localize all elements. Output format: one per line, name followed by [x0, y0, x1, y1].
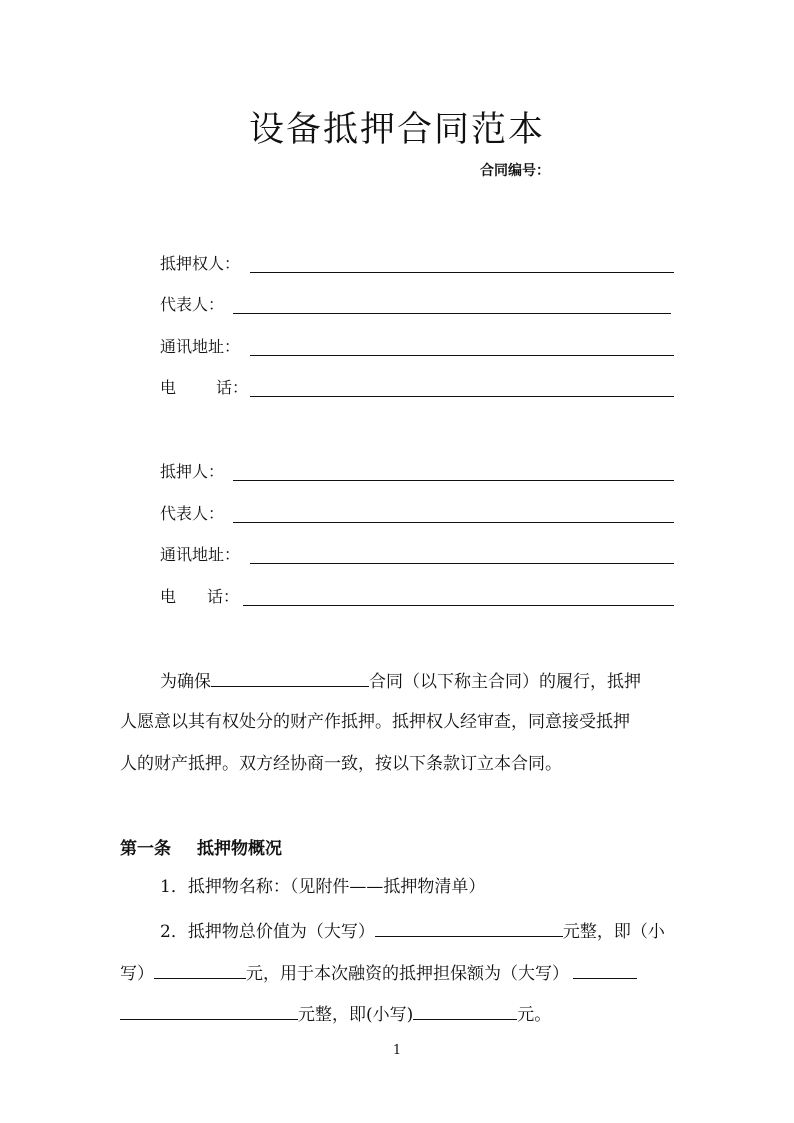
mortgagor-rep-field[interactable] [233, 522, 674, 523]
guarantee-capital-blank-b[interactable] [120, 1001, 298, 1020]
mortgagee-rep-field[interactable] [233, 313, 671, 314]
article-1-item-2-line-1 [160, 918, 665, 943]
guarantee-suffix: 元。 [517, 1005, 552, 1025]
contract-number-label: 合同编号： [480, 163, 550, 179]
total-value-suffix: 元整，即（小 [562, 922, 665, 942]
mortgagee-address-label: 通讯地址： [160, 337, 241, 356]
mortgagee-name-field[interactable] [250, 272, 674, 273]
guarantee-capital-blank-a[interactable] [573, 960, 637, 979]
intro-text-a: 为确保 [160, 672, 211, 692]
mortgagor-rep-label: 代表人： [160, 504, 225, 523]
lowercase-label: 写） [120, 964, 154, 984]
mortgagee-phone-label-b: 话： [216, 378, 249, 397]
article-1-number: 第一条 [120, 839, 171, 859]
article-1-title: 抵押物概况 [197, 839, 282, 859]
mortgagee-phone-label-a: 电 [160, 378, 177, 397]
intro-line-2: 人愿意以其有权处分的财产作抵押。抵押权人经审查，同意接受抵押 [120, 712, 630, 732]
guarantee-lowercase-blank[interactable] [413, 1001, 517, 1020]
mortgagee-name-label: 抵押权人： [160, 254, 241, 273]
total-value-lowercase-blank[interactable] [154, 960, 246, 979]
total-value-capital-blank[interactable] [375, 918, 563, 937]
document-title: 设备抵押合同范本 [248, 110, 545, 150]
guarantee-amount-text: 元，用于本次融资的抵押担保额为（大写） [246, 964, 569, 984]
intro-line-1 [160, 668, 641, 693]
mortgagor-name-field[interactable] [233, 480, 674, 481]
mortgagee-phone-field[interactable] [250, 396, 674, 397]
main-contract-blank[interactable] [211, 668, 369, 687]
article-1-item-2-line-2 [120, 960, 637, 985]
mortgagor-address-field[interactable] [250, 563, 674, 564]
mortgagor-phone-label-b: 话： [207, 587, 240, 606]
mortgagor-phone-field[interactable] [243, 605, 674, 606]
page-number: 1 [392, 1043, 402, 1058]
intro-text-b: 合同（以下称主合同）的履行，抵押 [369, 672, 641, 692]
guarantee-lowercase-text: 元整，即(小写) [298, 1005, 414, 1025]
article-1-item-1: 1．抵押物名称：（见附件——抵押物清单） [160, 877, 486, 897]
intro-line-3: 人的财产抵押。双方经协商一致，按以下条款订立本合同。 [120, 754, 562, 774]
mortgagor-address-label: 通讯地址： [160, 545, 241, 564]
total-value-text: 2．抵押物总价值为（大写） [160, 922, 375, 942]
article-1-heading [120, 834, 282, 859]
mortgagee-rep-label: 代表人： [160, 295, 225, 314]
mortgagor-phone-label-a: 电 [160, 587, 177, 606]
mortgagor-name-label: 抵押人： [160, 462, 225, 481]
article-1-item-2-line-3 [120, 1001, 551, 1026]
mortgagee-address-field[interactable] [250, 355, 674, 356]
